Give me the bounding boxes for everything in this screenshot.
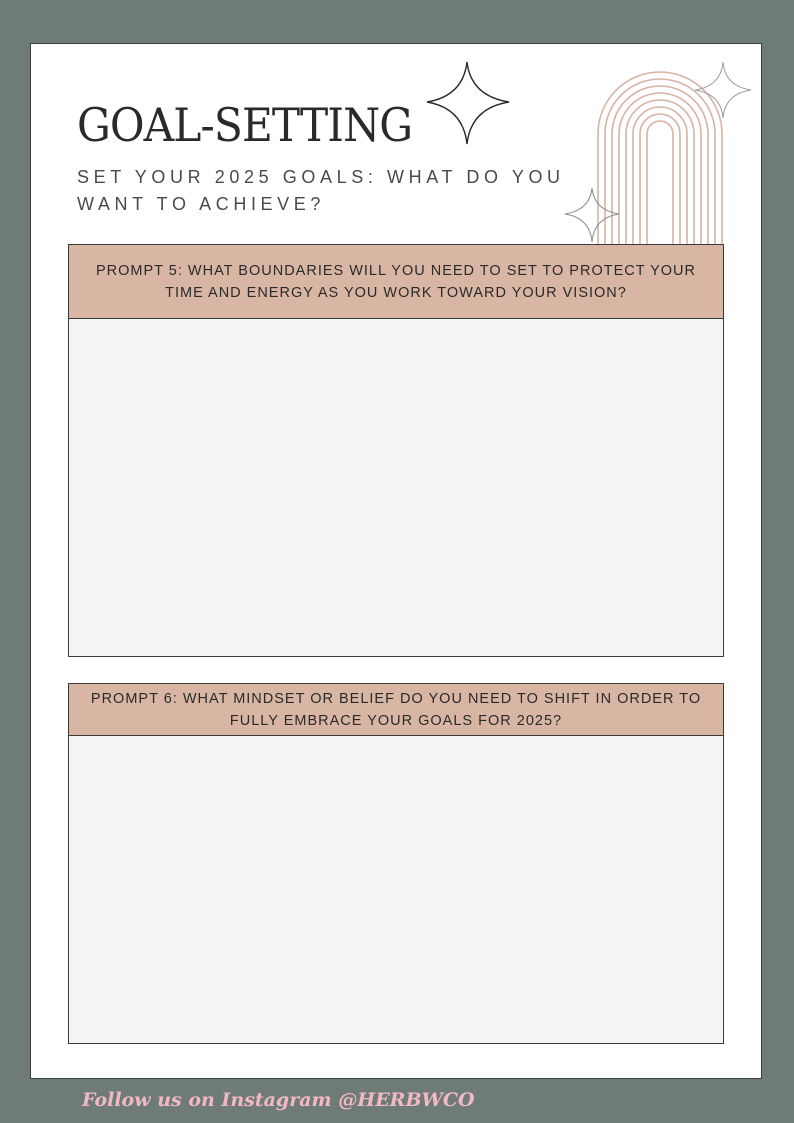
page-subtitle: SET YOUR 2025 GOALS: WHAT DO YOU WANT TO ACHIEVE?	[77, 167, 565, 214]
prompt-6-header	[69, 684, 723, 736]
prompt-5-text: PROMPT 5: WHAT BOUNDARIES WILL YOU NEED TO SET TO PROTECT YOUR TIME AND ENERGY AS YOU WORK TOWARD YOUR VISION?	[96, 262, 696, 301]
prompt-box-6	[68, 683, 724, 1044]
prompt-6-text: PROMPT 6: WHAT MINDSET OR BELIEF DO YOU NEED TO SHIFT IN ORDER TO FULLY EMBRACE YOUR GOALS FOR 2025?	[90, 690, 702, 729]
prompt-5-header	[69, 245, 723, 319]
instagram-footer-link[interactable]: Follow us on Instagram @HERBWCO	[82, 1089, 475, 1111]
four-point-star-icon	[695, 62, 751, 118]
rainbow-arch-icon	[598, 72, 722, 244]
worksheet-page	[30, 43, 762, 1079]
prompt-box-5	[68, 244, 724, 657]
page-title: GOAL-SETTING	[77, 98, 413, 152]
four-point-star-icon	[427, 62, 509, 144]
